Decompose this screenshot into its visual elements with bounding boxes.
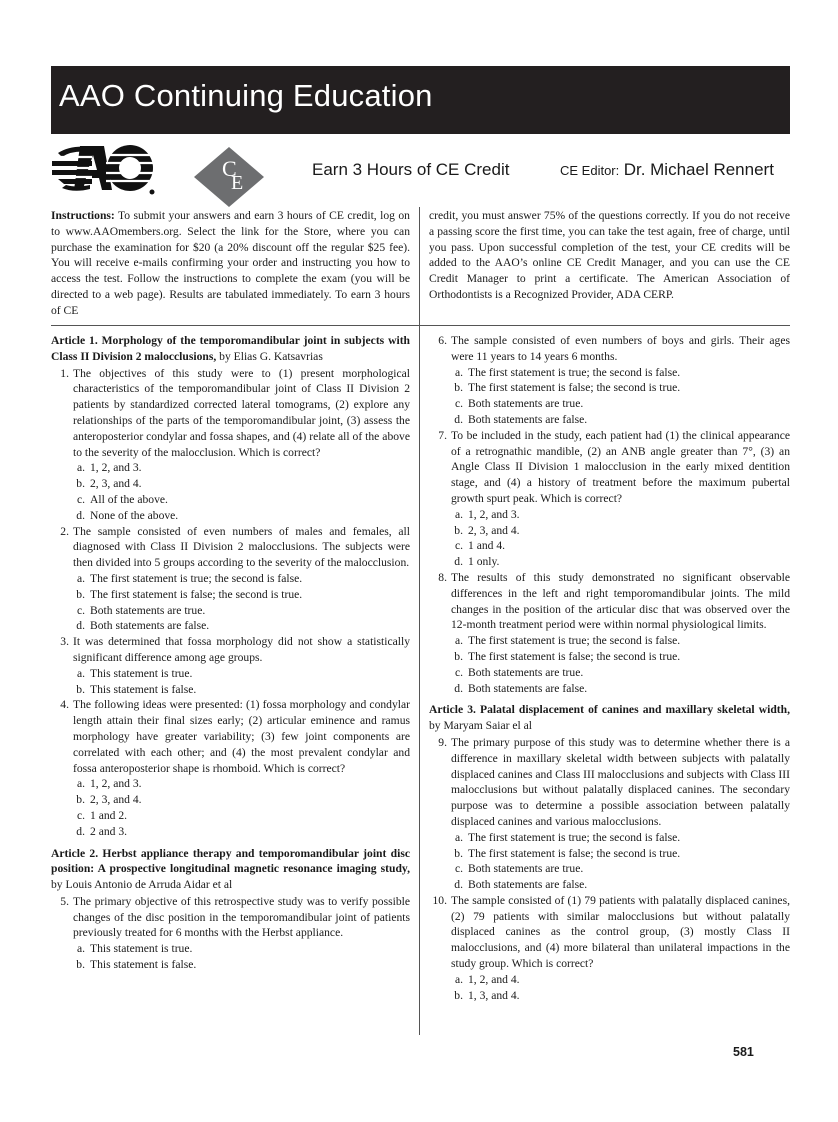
option-text: All of the above.: [90, 492, 168, 506]
option-text: 2 and 3.: [90, 824, 128, 838]
answer-option: [51, 618, 410, 634]
question: [429, 735, 790, 893]
option-letter: c.: [454, 539, 463, 553]
question-number: 7.: [438, 428, 447, 442]
option-letter: b.: [454, 523, 463, 537]
page-number: 581: [733, 1045, 754, 1059]
section-divider: [51, 325, 790, 326]
option-text: 2, 3, and 4.: [468, 523, 520, 537]
option-letter: c.: [454, 397, 463, 411]
question: [429, 570, 790, 696]
answer-option: [51, 941, 410, 957]
answer-option: [51, 792, 410, 808]
option-text: The first statement is false; the second is true.: [468, 846, 681, 860]
answer-option: [429, 988, 790, 1004]
ce-editor-name: Dr. Michael Rennert: [623, 160, 774, 179]
option-letter: b.: [76, 477, 85, 491]
answer-option: [51, 508, 410, 524]
option-letter: d.: [76, 619, 85, 633]
option-text: 1, 2, and 4.: [468, 972, 520, 986]
ce-editor-label: CE Editor:: [560, 163, 620, 178]
answer-option: [429, 665, 790, 681]
option-letter: d.: [454, 878, 463, 892]
answer-option: [51, 776, 410, 792]
question-text: The objectives of this study were to (1) present morphological characteristics of the temporomandibular joint of Class II Division 2 patients by standardized corrected lateral tomograms, (2) explore any relationships of the parts of the temporomandibular joint, (3) assess the anteroposterior condylar and fossa shapes, and (4) relate all of the above to the severity of the malocclusion. Which is correct?: [73, 366, 410, 459]
question-number: 10.: [432, 893, 447, 907]
option-letter: b.: [454, 846, 463, 860]
answer-option: [429, 380, 790, 396]
option-letter: c.: [454, 862, 463, 876]
answer-option: [429, 649, 790, 665]
option-letter: a.: [76, 571, 85, 585]
option-letter: a.: [76, 942, 85, 956]
answer-option: [51, 460, 410, 476]
header-banner: [51, 66, 790, 134]
answer-option: [429, 554, 790, 570]
question-number: 2.: [60, 524, 69, 538]
article-author: by Maryam Saiar el al: [429, 719, 533, 733]
option-letter: d.: [76, 824, 85, 838]
option-text: 1, 3, and 4.: [468, 988, 520, 1002]
answer-option: [51, 571, 410, 587]
answer-option: [429, 830, 790, 846]
option-text: This statement is false.: [90, 682, 197, 696]
page-title: AAO Continuing Education: [59, 78, 433, 113]
question-text: The results of this study demonstrated no significant observable differences in the left and right temporomandibular joints. The mild changes in the position of the articular disc that was observed over the 12-month treatment period were within normal physiological limits.: [451, 570, 790, 632]
instructions-label: Instructions:: [51, 209, 115, 222]
option-text: None of the above.: [90, 508, 179, 522]
option-text: This statement is true.: [90, 666, 193, 680]
option-letter: b.: [76, 587, 85, 601]
question: [429, 333, 790, 428]
option-text: The first statement is true; the second is false.: [468, 365, 681, 379]
question: [429, 893, 790, 1004]
aao-logo: [50, 141, 156, 195]
option-letter: d.: [454, 681, 463, 695]
question-text: It was determined that fossa morphology did not show a statistically significant difference among age groups.: [73, 635, 410, 664]
question-text: The sample consisted of (1) 79 patients with palatally displaced canines, (2) 79 patients with similar malocclusions but without palatally displaced canines as the control group, (3) mostly Class II malocclusions, and (4) more bilateral than unilateral impactions in the study group. Which is correct?: [451, 893, 790, 971]
answer-option: [429, 861, 790, 877]
answer-option: [51, 476, 410, 492]
instructions-right: credit, you must answer 75% of the questions correctly. If you do not receive a passing score the first time, you can take the test again, free of charge, until you pass. Upon successful completion of the test, your CE credits will be added to the AAO’s online CE Credit Manager, and you can use the CE Credit Manager to print a certificate. The American Association of Orthodontists is a Recognized Provider, ADA CERP.: [429, 209, 790, 301]
question-text: The sample consisted of even numbers of boys and girls. Their ages were 11 years to 14 years 6 months.: [451, 334, 790, 363]
question-number: 9.: [438, 735, 447, 749]
option-text: 1 only.: [468, 555, 500, 569]
option-text: The first statement is true; the second is false.: [90, 571, 303, 585]
option-text: 1, 2, and 3.: [90, 777, 142, 791]
option-letter: c.: [76, 492, 85, 506]
option-letter: a.: [76, 461, 85, 475]
question-text: The sample consisted of even numbers of males and females, all diagnosed with Class II Division 2 malocclusions. The subjects were then divided into 5 groups according to the severity of the malocclusion.: [73, 524, 410, 570]
article-author: by Louis Antonio de Arruda Aidar et al: [51, 878, 233, 892]
svg-text:E: E: [231, 172, 244, 194]
column-divider: [419, 207, 420, 1035]
option-letter: a.: [454, 634, 463, 648]
answer-option: [51, 824, 410, 840]
question-number: 5.: [60, 894, 69, 908]
answer-option: [51, 808, 410, 824]
option-letter: b.: [76, 958, 85, 972]
article-heading: [429, 702, 790, 734]
option-text: 1 and 2.: [90, 808, 128, 822]
option-text: Both statements are true.: [468, 397, 584, 411]
question-number: 3.: [60, 635, 69, 649]
article-heading: [51, 846, 410, 893]
questions-column-left: [51, 333, 410, 973]
option-text: 1, 2, and 3.: [90, 461, 142, 475]
answer-option: [51, 957, 410, 973]
question-text: The primary purpose of this study was to determine whether there is a difference in maxillary skeletal width between subjects with palatally displaced canines and Class III malocclusions and subjects with Class III malocclusions but without palatally displaced canines. The secondary purpose was to determine a possible association between palatally displaced canines and various malocclusions.: [451, 735, 790, 828]
option-letter: a.: [454, 972, 463, 986]
answer-option: [429, 633, 790, 649]
question: [51, 634, 410, 697]
ce-logo: [192, 145, 266, 209]
question: [51, 894, 410, 973]
option-letter: d.: [454, 412, 463, 426]
option-text: Both statements are false.: [468, 681, 588, 695]
option-text: 1, 2, and 3.: [468, 507, 520, 521]
option-letter: d.: [454, 555, 463, 569]
article-title: Article 1. Morphology of the temporomandibular joint in subjects with Class II Division 2 malocclusions,: [51, 334, 410, 363]
answer-option: [429, 365, 790, 381]
question: [429, 428, 790, 570]
option-letter: d.: [76, 508, 85, 522]
option-text: The first statement is true; the second is false.: [468, 634, 681, 648]
option-text: This statement is false.: [90, 958, 197, 972]
option-text: This statement is true.: [90, 942, 193, 956]
question-number: 4.: [60, 698, 69, 712]
answer-option: [51, 666, 410, 682]
option-text: 2, 3, and 4.: [90, 793, 142, 807]
option-text: The first statement is false; the second is true.: [468, 649, 681, 663]
option-letter: c.: [454, 665, 463, 679]
option-letter: b.: [76, 793, 85, 807]
option-letter: a.: [454, 830, 463, 844]
answer-option: [429, 972, 790, 988]
question: [51, 697, 410, 839]
option-text: 2, 3, and 4.: [90, 477, 142, 491]
option-text: Both statements are true.: [90, 603, 206, 617]
option-letter: a.: [454, 507, 463, 521]
option-text: Both statements are false.: [90, 619, 210, 633]
option-text: The first statement is false; the second is true.: [90, 587, 303, 601]
option-text: The first statement is true; the second is false.: [468, 830, 681, 844]
question-number: 6.: [438, 334, 447, 347]
option-text: 1 and 4.: [468, 539, 506, 553]
article-heading: [51, 333, 410, 365]
option-letter: b.: [454, 988, 463, 1002]
instructions-left: [51, 208, 410, 319]
option-text: The first statement is false; the second is true.: [468, 381, 681, 395]
article-title: Article 3. Palatal displacement of canines and maxillary skeletal width,: [429, 703, 790, 717]
answer-option: [429, 523, 790, 539]
article-author: by Elias G. Katsavrias: [219, 349, 323, 363]
answer-option: [51, 603, 410, 619]
option-letter: c.: [76, 603, 85, 617]
option-letter: a.: [76, 777, 85, 791]
option-text: Both statements are false.: [468, 412, 588, 426]
question: [51, 366, 410, 524]
svg-text:C: C: [222, 156, 237, 181]
question-text: To be included in the study, each patient had (1) the clinical appearance of a retrognathic mandible, (2) an ANB angle greater than 7°, (3) an Angle Class II Division 1 malocclusion in the early mixed dentition stage, and (4) a history of treatment before the maximum pubertal growth spurt peak. Which is correct?: [451, 428, 790, 505]
question: [51, 524, 410, 635]
option-letter: b.: [454, 649, 463, 663]
option-text: Both statements are true.: [468, 665, 584, 679]
option-letter: b.: [454, 381, 463, 395]
earn-credit-heading: Earn 3 Hours of CE Credit: [312, 160, 510, 179]
answer-option: [429, 507, 790, 523]
option-letter: c.: [76, 808, 85, 822]
question-number: 1.: [60, 366, 69, 380]
option-letter: a.: [454, 365, 463, 379]
option-text: Both statements are false.: [468, 878, 588, 892]
answer-option: [51, 492, 410, 508]
ce-editor: [560, 160, 774, 180]
question-text: The following ideas were presented: (1) fossa morphology and condylar length attain their final sizes early; (2) articular eminence and ramus morphology have greater variability; (3) few joint components are correlated with each other; and (4) the most prevalent condylar and fossa anteroposterior shape is rhomboid. Which is correct?: [73, 698, 410, 775]
option-letter: b.: [76, 682, 85, 696]
answer-option: [429, 877, 790, 893]
question-number: 8.: [438, 570, 447, 584]
answer-option: [429, 846, 790, 862]
answer-option: [429, 538, 790, 554]
answer-option: [51, 587, 410, 603]
questions-column-right: [429, 333, 790, 1003]
answer-option: [429, 681, 790, 697]
answer-option: [429, 412, 790, 428]
instructions-left-text: To submit your answers and earn 3 hours of CE credit, log on to www.AAOmembers.org. Select the link for the Store, where you can purchase the examination for $20 (a 20% discount off the regular $25 fee). You will receive e-mails confirming your order and instructing you how to access the test. Follow the instructions to complete the exam (you will be directed to a web page). Results are tabulated immediately. To earn 3 hours of CE: [51, 209, 410, 317]
article-title: Article 2. Herbst appliance therapy and temporomandibular joint disc position: A prospective longitudinal magnetic resonance imaging study,: [51, 846, 410, 876]
answer-option: [429, 396, 790, 412]
option-text: Both statements are true.: [468, 862, 584, 876]
answer-option: [51, 682, 410, 698]
question-text: The primary objective of this retrospective study was to verify possible changes of the disc position in the temporomandibular joint of patients previously treated for 6 months with the Herbst appliance.: [73, 894, 410, 940]
option-letter: a.: [76, 666, 85, 680]
